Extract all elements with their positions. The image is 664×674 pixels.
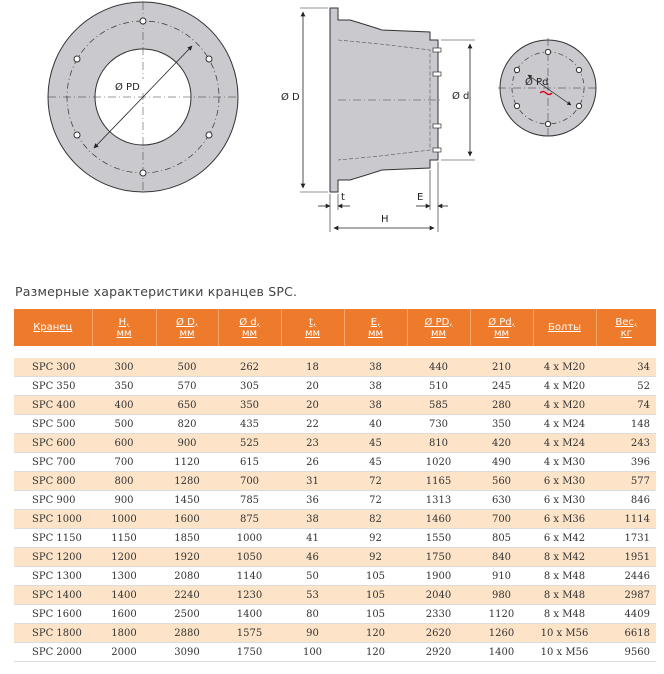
- column-header: [470, 309, 533, 346]
- table-cell: 820: [156, 415, 218, 434]
- table-cell: 41: [281, 529, 344, 548]
- column-header: [533, 309, 596, 346]
- table-cell: 262: [218, 358, 281, 377]
- table-cell: 730: [407, 415, 470, 434]
- table-cell: 1000: [92, 510, 156, 529]
- table-cell: 22: [281, 415, 344, 434]
- table-cell: SPC 400: [14, 396, 92, 415]
- table-cell: 875: [218, 510, 281, 529]
- table-cell: 45: [344, 434, 407, 453]
- column-header-unit: кг: [620, 327, 632, 339]
- table-cell: 900: [156, 434, 218, 453]
- table-cell: 53: [281, 586, 344, 605]
- table-cell: SPC 1150: [14, 529, 92, 548]
- column-header-unit: мм: [116, 327, 132, 339]
- table-cell: SPC 350: [14, 377, 92, 396]
- table-cell: 6 x M42: [533, 529, 596, 548]
- column-header: [218, 309, 281, 346]
- table-spacer-row: [14, 346, 656, 358]
- table-cell: 4 x M24: [533, 434, 596, 453]
- table-cell: 4 x M20: [533, 396, 596, 415]
- table-cell: 38: [281, 510, 344, 529]
- table-cell: 31: [281, 472, 344, 491]
- table-cell: 4 x M24: [533, 415, 596, 434]
- side-profile-view: [281, 8, 475, 232]
- column-header-title: Вес,: [615, 316, 638, 328]
- table-cell: 2987: [596, 586, 656, 605]
- spacer-cell: [14, 346, 656, 358]
- table-cell: 20: [281, 396, 344, 415]
- table-cell: 74: [596, 396, 656, 415]
- table-cell: SPC 1200: [14, 548, 92, 567]
- table-row: [14, 396, 656, 415]
- table-cell: 46: [281, 548, 344, 567]
- table-cell: 1900: [407, 567, 470, 586]
- table-cell: SPC 1300: [14, 567, 92, 586]
- table-cell: 1114: [596, 510, 656, 529]
- column-header: [156, 309, 218, 346]
- table-cell: 1800: [92, 624, 156, 643]
- table-cell: 50: [281, 567, 344, 586]
- h-label: H: [381, 214, 389, 225]
- table-row: [14, 472, 656, 491]
- column-header: [14, 309, 92, 346]
- table-cell: 1020: [407, 453, 470, 472]
- table-cell: SPC 600: [14, 434, 92, 453]
- table-cell: 4 x M30: [533, 453, 596, 472]
- table-cell: SPC 1400: [14, 586, 92, 605]
- column-header-unit: мм: [430, 327, 447, 339]
- table-cell: 8 x M48: [533, 586, 596, 605]
- table-cell: 490: [470, 453, 533, 472]
- table-cell: 560: [470, 472, 533, 491]
- table-cell: 805: [470, 529, 533, 548]
- column-header-unit: мм: [241, 327, 258, 339]
- table-cell: 10 x M56: [533, 643, 596, 662]
- table-cell: 500: [156, 358, 218, 377]
- table-cell: 4 x M20: [533, 358, 596, 377]
- table-cell: SPC 1000: [14, 510, 92, 529]
- table-cell: SPC 1800: [14, 624, 92, 643]
- table-cell: 810: [407, 434, 470, 453]
- column-header-title: Ø d,: [239, 316, 260, 328]
- table-cell: 210: [470, 358, 533, 377]
- spc-dimensions-table: [14, 309, 656, 662]
- table-cell: 18: [281, 358, 344, 377]
- table-cell: 2620: [407, 624, 470, 643]
- column-header-title: t,: [308, 316, 317, 328]
- table-cell: 1920: [156, 548, 218, 567]
- table-cell: 350: [470, 415, 533, 434]
- table-body: [14, 346, 656, 662]
- column-header-title: H,: [118, 316, 130, 328]
- table-cell: SPC 700: [14, 453, 92, 472]
- table-cell: 1951: [596, 548, 656, 567]
- table-cell: 1313: [407, 491, 470, 510]
- small-end-view: [498, 38, 598, 138]
- column-header-title: Болты: [547, 322, 582, 333]
- table-cell: 36: [281, 491, 344, 510]
- column-header-title: Кранец: [33, 322, 73, 333]
- table-cell: 1150: [92, 529, 156, 548]
- table-cell: 82: [344, 510, 407, 529]
- table-cell: 23: [281, 434, 344, 453]
- table-cell: 10 x M56: [533, 624, 596, 643]
- column-header-unit: мм: [179, 327, 195, 339]
- table-cell: 34: [596, 358, 656, 377]
- table-cell: 92: [344, 548, 407, 567]
- e-label: E: [417, 192, 424, 203]
- table-cell: 280: [470, 396, 533, 415]
- table-cell: SPC 800: [14, 472, 92, 491]
- table-cell: 105: [344, 605, 407, 624]
- table-cell: 8 x M42: [533, 548, 596, 567]
- table-cell: 700: [218, 472, 281, 491]
- table-cell: 2446: [596, 567, 656, 586]
- table-cell: 2880: [156, 624, 218, 643]
- table-cell: 615: [218, 453, 281, 472]
- table-cell: 700: [470, 510, 533, 529]
- table-cell: 38: [344, 377, 407, 396]
- table-cell: 1120: [156, 453, 218, 472]
- table-cell: 1600: [156, 510, 218, 529]
- table-cell: 26: [281, 453, 344, 472]
- table-cell: 1050: [218, 548, 281, 567]
- table-cell: 20: [281, 377, 344, 396]
- column-header: [407, 309, 470, 346]
- table-cell: 2040: [407, 586, 470, 605]
- d-big-label: Ø D: [281, 92, 300, 103]
- table-cell: 700: [92, 453, 156, 472]
- table-cell: 585: [407, 396, 470, 415]
- column-header-title: Ø Pd,: [488, 316, 515, 328]
- table-cell: 9560: [596, 643, 656, 662]
- table-cell: 2240: [156, 586, 218, 605]
- table-cell: 45: [344, 453, 407, 472]
- table-cell: 1400: [470, 643, 533, 662]
- table-cell: 1600: [92, 605, 156, 624]
- table-cell: 243: [596, 434, 656, 453]
- table-cell: 3090: [156, 643, 218, 662]
- table-cell: 1550: [407, 529, 470, 548]
- table-cell: 1400: [218, 605, 281, 624]
- table-cell: 396: [596, 453, 656, 472]
- front-flange-view: [48, 2, 238, 192]
- table-cell: 900: [92, 491, 156, 510]
- table-cell: 80: [281, 605, 344, 624]
- table-cell: 1260: [470, 624, 533, 643]
- table-cell: 1575: [218, 624, 281, 643]
- table-cell: 38: [344, 358, 407, 377]
- table-cell: 6 x M30: [533, 491, 596, 510]
- table-cell: 52: [596, 377, 656, 396]
- table-cell: 577: [596, 472, 656, 491]
- table-row: [14, 358, 656, 377]
- table-row: [14, 567, 656, 586]
- table-row: [14, 605, 656, 624]
- table-cell: 1750: [218, 643, 281, 662]
- table-cell: 600: [92, 434, 156, 453]
- table-cell: 420: [470, 434, 533, 453]
- column-header-title: E,: [370, 316, 381, 328]
- table-cell: 570: [156, 377, 218, 396]
- table-cell: 4409: [596, 605, 656, 624]
- table-cell: 1140: [218, 567, 281, 586]
- table-cell: 400: [92, 396, 156, 415]
- table-cell: SPC 1600: [14, 605, 92, 624]
- table-cell: 1165: [407, 472, 470, 491]
- table-cell: 72: [344, 472, 407, 491]
- table-cell: 38: [344, 396, 407, 415]
- table-cell: 1731: [596, 529, 656, 548]
- table-cell: 510: [407, 377, 470, 396]
- column-header-title: Ø D,: [176, 316, 198, 328]
- table-cell: SPC 900: [14, 491, 92, 510]
- t-label: t: [341, 192, 345, 203]
- table-cell: SPC 300: [14, 358, 92, 377]
- table-cell: 840: [470, 548, 533, 567]
- table-cell: 350: [92, 377, 156, 396]
- table-row: [14, 510, 656, 529]
- table-cell: 2500: [156, 605, 218, 624]
- table-row: [14, 529, 656, 548]
- table-cell: 1230: [218, 586, 281, 605]
- table-caption: Размерные характеристики кранцев SPC.: [15, 284, 298, 299]
- column-header-unit: мм: [493, 327, 510, 339]
- table-cell: 1000: [218, 529, 281, 548]
- table-cell: 305: [218, 377, 281, 396]
- table-cell: 100: [281, 643, 344, 662]
- table-row: [14, 624, 656, 643]
- table-cell: 1120: [470, 605, 533, 624]
- table-cell: 8 x M48: [533, 605, 596, 624]
- column-header-title: Ø PD,: [424, 316, 453, 328]
- table-cell: 2080: [156, 567, 218, 586]
- table-cell: 6618: [596, 624, 656, 643]
- table-cell: 2330: [407, 605, 470, 624]
- pd-label: Ø PD: [115, 82, 140, 93]
- table-row: [14, 643, 656, 662]
- fender-technical-drawing: [0, 0, 664, 270]
- table-cell: 440: [407, 358, 470, 377]
- column-header-unit: мм: [367, 327, 384, 339]
- table-cell: 8 x M48: [533, 567, 596, 586]
- table-cell: 105: [344, 567, 407, 586]
- table-cell: 1300: [92, 567, 156, 586]
- table-cell: 72: [344, 491, 407, 510]
- table-cell: 1460: [407, 510, 470, 529]
- column-header: [344, 309, 407, 346]
- table-cell: 245: [470, 377, 533, 396]
- column-header: [92, 309, 156, 346]
- table-row: [14, 434, 656, 453]
- table-cell: 1850: [156, 529, 218, 548]
- pd-small-label: Ø Pd: [525, 77, 549, 88]
- table-row: [14, 586, 656, 605]
- table-cell: 800: [92, 472, 156, 491]
- table-cell: 1200: [92, 548, 156, 567]
- table-row: [14, 415, 656, 434]
- table-cell: SPC 500: [14, 415, 92, 434]
- table-cell: 630: [470, 491, 533, 510]
- table-cell: 525: [218, 434, 281, 453]
- table-cell: 4 x M20: [533, 377, 596, 396]
- table-cell: 1400: [92, 586, 156, 605]
- table-cell: 1280: [156, 472, 218, 491]
- table-cell: 40: [344, 415, 407, 434]
- table-cell: 148: [596, 415, 656, 434]
- table-cell: 2000: [92, 643, 156, 662]
- table-cell: 350: [218, 396, 281, 415]
- table-cell: 105: [344, 586, 407, 605]
- column-header: [596, 309, 656, 346]
- table-cell: 300: [92, 358, 156, 377]
- table-row: [14, 453, 656, 472]
- table-cell: 90: [281, 624, 344, 643]
- column-header-unit: мм: [304, 327, 321, 339]
- column-header: [281, 309, 344, 346]
- table-cell: 1750: [407, 548, 470, 567]
- table-cell: 120: [344, 624, 407, 643]
- table-cell: 1450: [156, 491, 218, 510]
- table-cell: 2920: [407, 643, 470, 662]
- table-row: [14, 548, 656, 567]
- table-cell: 910: [470, 567, 533, 586]
- table-cell: 785: [218, 491, 281, 510]
- table-row: [14, 377, 656, 396]
- table-cell: 846: [596, 491, 656, 510]
- table-cell: 6 x M30: [533, 472, 596, 491]
- table-cell: 435: [218, 415, 281, 434]
- table-cell: 980: [470, 586, 533, 605]
- table-cell: 650: [156, 396, 218, 415]
- table-cell: SPC 2000: [14, 643, 92, 662]
- d-small-label: Ø d: [452, 91, 470, 102]
- table-row: [14, 491, 656, 510]
- table-cell: 92: [344, 529, 407, 548]
- table-cell: 120: [344, 643, 407, 662]
- table-cell: 500: [92, 415, 156, 434]
- table-cell: 6 x M36: [533, 510, 596, 529]
- table-header-row: [14, 309, 656, 346]
